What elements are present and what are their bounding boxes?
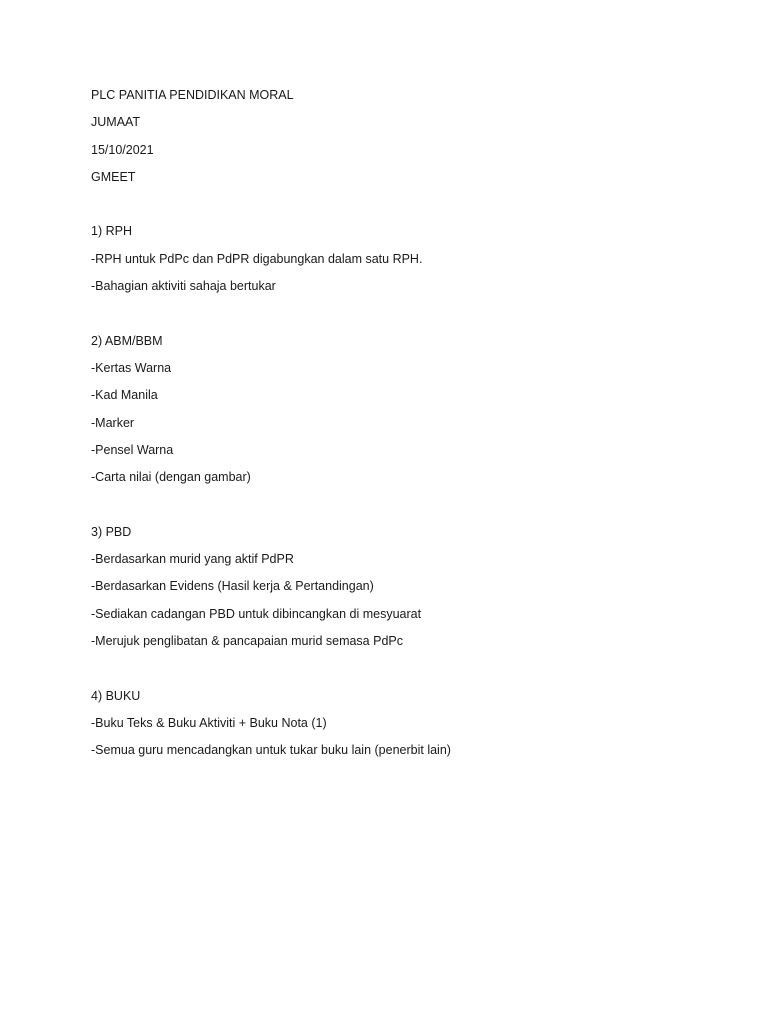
list-item: -Kertas Warna <box>91 360 172 375</box>
meeting-date: 15/10/2021 <box>91 142 154 157</box>
document-title: PLC PANITIA PENDIDIKAN MORAL <box>91 88 294 102</box>
meeting-platform: GMEET <box>91 169 136 184</box>
list-item: -Buku Teks & Buku Aktiviti + Buku Nota (1) <box>91 715 327 730</box>
list-item: -Berdasarkan murid yang aktif PdPR <box>91 552 294 567</box>
list-item: -Merujuk penglibatan & pancapaian murid semasa PdPc <box>91 633 403 648</box>
spacer <box>91 196 451 223</box>
list-item: -Marker <box>91 415 135 430</box>
document-body <box>91 87 451 769</box>
section-heading-buku: 4) BUKU <box>91 688 141 703</box>
list-item: -Berdasarkan Evidens (Hasil kerja & Pertandingan) <box>91 579 374 594</box>
list-item: -Bahagian aktiviti sahaja bertukar <box>91 279 276 294</box>
list-item: -Carta nilai (dengan gambar) <box>91 470 251 485</box>
meeting-day: JUMAAT <box>91 115 141 130</box>
spacer <box>91 305 451 332</box>
section-heading-rph: 1) RPH <box>91 224 132 239</box>
section-heading-pbd: 3) PBD <box>91 524 132 539</box>
list-item: -RPH untuk PdPc dan PdPR digabungkan dalam satu RPH. <box>91 251 423 266</box>
spacer <box>91 496 451 523</box>
section-heading-abm-bbm: 2) ABM/BBM <box>91 333 163 348</box>
spacer <box>91 660 451 687</box>
list-item: -Kad Manila <box>91 388 158 403</box>
list-item: -Semua guru mencadangkan untuk tukar buku lain (penerbit lain) <box>91 743 451 758</box>
list-item: -Sediakan cadangan PBD untuk dibincangkan di mesyuarat <box>91 606 422 621</box>
list-item: -Pensel Warna <box>91 442 174 457</box>
